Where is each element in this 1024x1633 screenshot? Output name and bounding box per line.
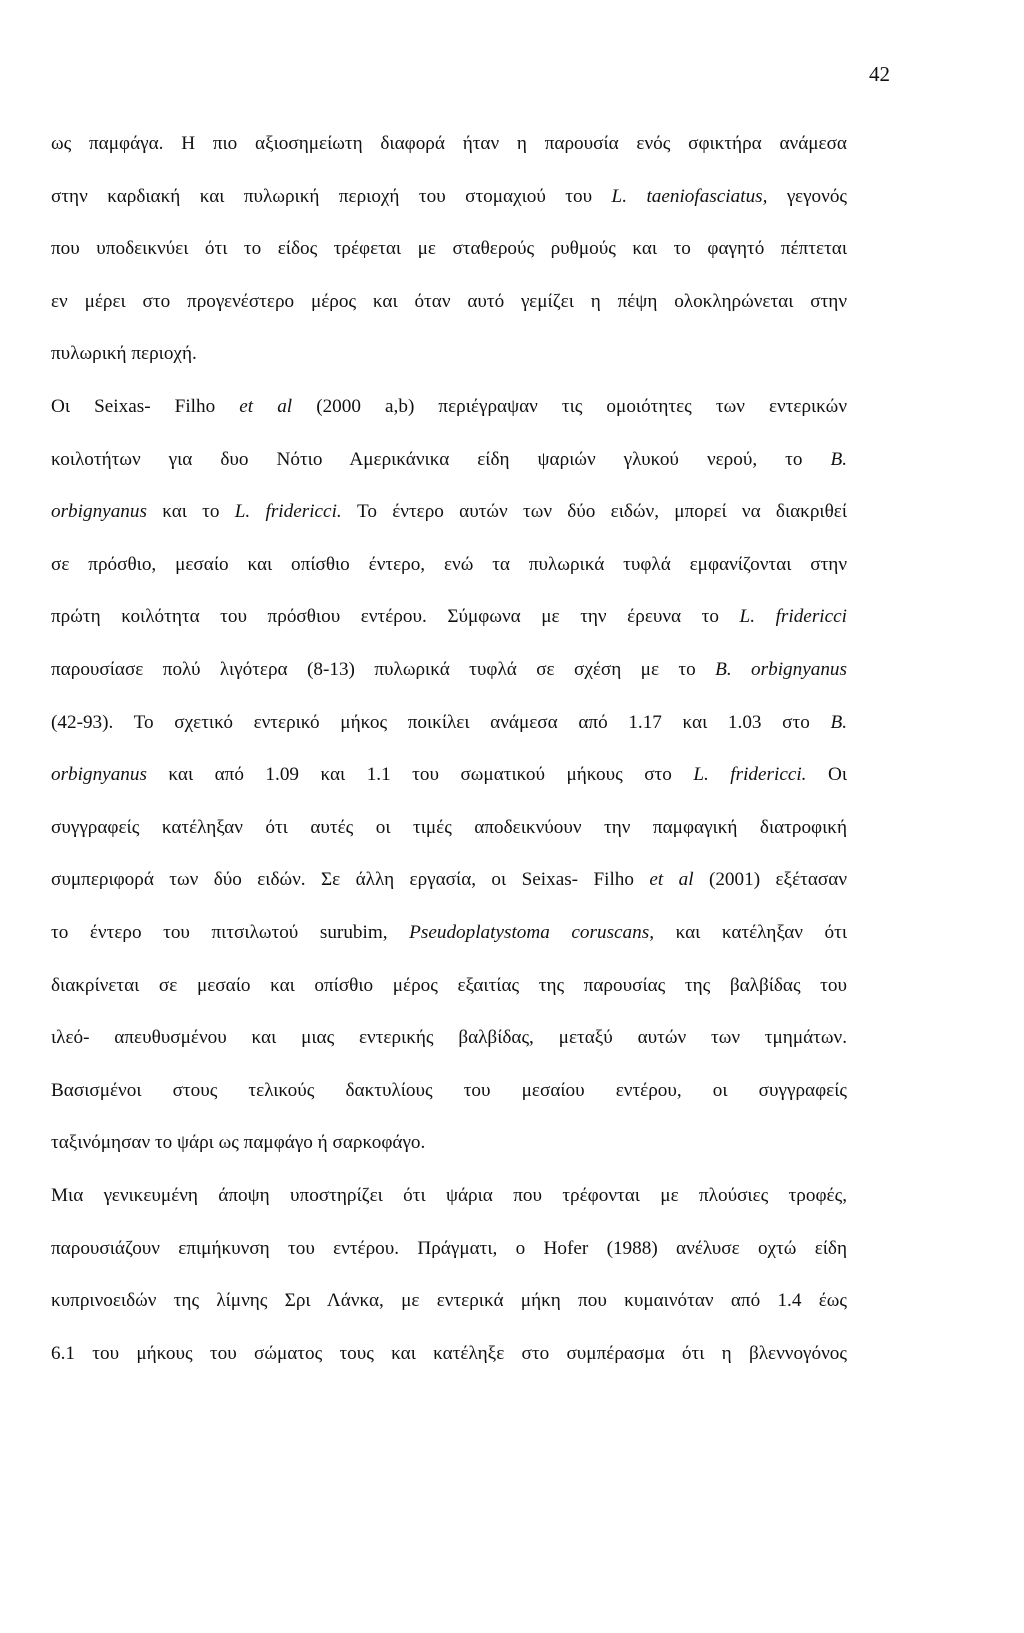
- text-segment: παρουσιάζουν επιμήκυνση του εντέρου. Πράγματι, ο Hofer (1988) ανέλυσε οχτώ είδη: [51, 1237, 847, 1259]
- italic-segment: et al: [239, 396, 293, 417]
- text-segment: Βασισμένοι στους τελικούς δακτυλίους του μεσαίου εντέρου, οι συγγραφείς: [51, 1079, 847, 1101]
- italic-segment: L. taeniofasciatus,: [611, 185, 768, 207]
- text-line: [51, 1130, 847, 1156]
- page-number: 42: [869, 62, 890, 86]
- text-line: [51, 1288, 847, 1314]
- text-line: [51, 289, 847, 315]
- text-line: [51, 867, 847, 893]
- text-line: [51, 552, 847, 578]
- italic-segment: L. fridericci.: [234, 501, 342, 523]
- text-segment: ιλεό- απευθυσμένου και μιας εντερικής βαλβίδας, μεταξύ αυτών των τμημάτων.: [51, 1027, 847, 1049]
- text-line: [51, 184, 847, 210]
- text-segment: πυλωρική περιοχή.: [51, 343, 197, 365]
- text-segment: σε πρόσθιο, μεσαίο και οπίσθιο έντερο, ενώ τα πυλωρικά τυφλά εμφανίζονται στην: [51, 553, 847, 575]
- text-line: [51, 341, 847, 367]
- text-segment: κυπρινοειδών της λίμνης Σρι Λάνκα, με εντερικά μήκη που κυμαινόταν από 1.4 έως: [51, 1290, 847, 1312]
- text-line: [51, 447, 847, 473]
- text-segment: 6.1 του μήκους του σώματος τους και κατέληξε στο συμπέρασμα ότι η βλεννογόνος: [51, 1342, 847, 1364]
- text-line: [51, 236, 847, 262]
- text-line: [51, 710, 847, 736]
- text-segment: διακρίνεται σε μεσαίο και οπίσθιο μέρος εξαιτίας της παρουσίας της βαλβίδας του: [51, 974, 847, 996]
- text-segment: στην καρδιακή και πυλωρική περιοχή του στομαχιού του: [51, 185, 612, 207]
- text-segment: Οι: [806, 764, 847, 786]
- text-line: [51, 1078, 847, 1104]
- text-line: [51, 973, 847, 999]
- italic-segment: L. fridericci: [739, 606, 847, 628]
- text-segment: που υποδεικνύει ότι το είδος τρέφεται με σταθερούς ρυθμούς και το φαγητό πέπτεται: [51, 238, 847, 260]
- text-segment: πρώτη κοιλότητα του πρόσθιου εντέρου. Σύμφωνα με την έρευνα το: [51, 606, 740, 628]
- text-segment: συμπεριφορά των δύο ειδών. Σε άλλη εργασία, οι Seixas- Filho: [51, 869, 650, 891]
- text-line: [51, 1236, 847, 1262]
- italic-segment: B.: [830, 711, 847, 733]
- text-segment: συγγραφείς κατέληξαν ότι αυτές οι τιμές αποδεικνύουν την παμφαγική διατροφική: [51, 816, 847, 838]
- italic-segment: orbignyanus: [51, 764, 147, 786]
- text-line: [51, 1025, 847, 1051]
- text-segment: κοιλοτήτων για δυο Νότιο Αμερικάνικα είδη ψαριών γλυκού νερού, το: [51, 448, 831, 470]
- text-line: [51, 604, 847, 630]
- text-segment: ως παμφάγα. Η πιο αξιοσημείωτη διαφορά ήταν η παρουσία ενός σφικτήρα ανάμεσα: [51, 133, 847, 154]
- text-segment: και το: [146, 501, 235, 523]
- text-segment: ταξινόμησαν το ψάρι ως παμφάγο ή σαρκοφάγο.: [51, 1132, 426, 1154]
- text-segment: (42-93). Το σχετικό εντερικό μήκος ποικίλει ανάμεσα από 1.17 και 1.03 στο: [51, 711, 831, 733]
- text-line: [51, 815, 847, 841]
- text-segment: και κατέληξαν ότι: [654, 922, 847, 943]
- text-line: [51, 920, 847, 946]
- italic-segment: L. fridericci.: [693, 764, 807, 786]
- italic-segment: B. orbignyanus: [715, 659, 847, 680]
- text-segment: γεγονός: [767, 185, 848, 207]
- text-segment: Μια γενικευμένη άποψη υποστηρίζει ότι ψάρια που τρέφονται με πλούσιες τροφές,: [51, 1185, 847, 1206]
- text-line: [51, 1183, 847, 1209]
- italic-segment: Pseudoplatystoma coruscans,: [409, 922, 655, 943]
- text-segment: Οι Seixas- Filho: [51, 396, 240, 417]
- italic-segment: orbignyanus: [51, 501, 147, 523]
- text-line: [51, 657, 847, 683]
- text-line: [51, 394, 847, 420]
- text-segment: παρουσίασε πολύ λιγότερα (8-13) πυλωρικά τυφλά σε σχέση με το: [51, 659, 716, 680]
- text-line: [51, 1341, 847, 1367]
- text-line: [51, 131, 847, 157]
- text-segment: εν μέρει στο προγενέστερο μέρος και όταν αυτό γεμίζει η πέψη ολοκληρώνεται στην: [51, 290, 847, 312]
- text-segment: Το έντερο αυτών των δύο ειδών, μπορεί να διακριθεί: [341, 501, 847, 523]
- text-segment: το έντερο του πιτσιλωτού surubim,: [51, 922, 410, 943]
- text-line: [51, 762, 847, 788]
- italic-segment: et al: [649, 869, 694, 891]
- text-segment: (2000 a,b) περιέγραψαν τις ομοιότητες των εντερικών: [292, 396, 847, 417]
- text-line: [51, 499, 847, 525]
- text-segment: (2001) εξέτασαν: [693, 869, 847, 891]
- italic-segment: B.: [830, 448, 847, 470]
- text-segment: και από 1.09 και 1.1 του σωματικού μήκους στο: [146, 764, 694, 786]
